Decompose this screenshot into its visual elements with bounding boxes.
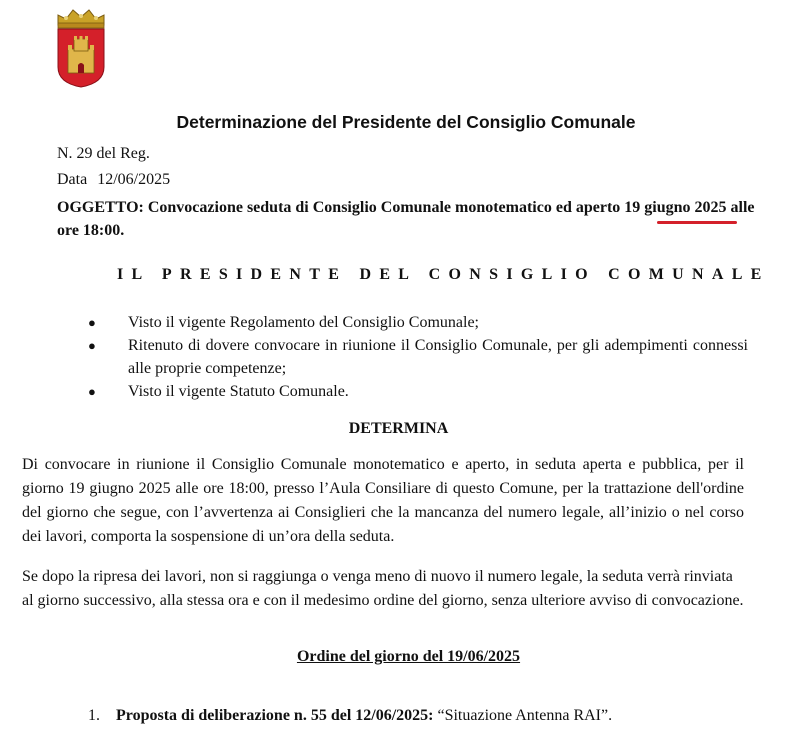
agenda-item-number: 1. — [88, 707, 100, 724]
date-label: Data — [57, 171, 88, 188]
paragraph-convocation: Di convocare in riunione il Consiglio Comunale monotematico e aperto, in seduta aperta e pubblica, per il giorno 19 giugno 2025 alle ore 18:00, presso l’Aula Consiliare di questo Comune, per la trattazione dell'ordine del giorno che segue, con l’avvertenza ai Consiglieri che la mancanza del numero legale, all’inizio o nel corso dei lavori, comporta la sospensione di un’ora della seduta. — [22, 456, 744, 545]
subject-highlight: ed aperto — [555, 199, 621, 216]
subject-label: OGGETTO: — [57, 199, 144, 216]
premises-list — [88, 311, 748, 403]
agenda-item-proposal: Proposta di deliberazione n. 55 del 12/06/2025: — [116, 707, 434, 724]
list-item: ● Visto il vigente Statuto Comunale. — [88, 380, 748, 403]
registry-number: N. 29 del Reg. — [57, 145, 150, 162]
city-coat-of-arms-icon — [52, 5, 110, 89]
determina-title: DETERMINA — [348, 420, 449, 437]
paragraph-postponement: Se dopo la ripresa dei lavori, non si raggiunga o venga meno di nuovo il numero legale, la seduta verrà rinviata al giorno successivo, alla stessa ora e con il medesimo ordine del giorno, senza ulteriore avviso di convocazione. — [22, 568, 744, 609]
document-date — [57, 169, 170, 191]
document-heading: Determinazione del Presidente del Consiglio Comunale — [176, 112, 636, 132]
highlight-underline — [657, 221, 737, 224]
list-item: ● Ritenuto di dovere convocare in riunione il Consiglio Comunale, per gli adempimenti connessi alle proprie competenze; — [88, 334, 748, 380]
president-title: IL PRESIDENTE DEL CONSIGLIO COMUNALE — [117, 266, 770, 283]
subject-text-start: Convocazione seduta di Consiglio Comunale monotematico — [147, 199, 556, 216]
agenda-item — [88, 707, 612, 725]
bullet-icon: ● — [88, 384, 96, 399]
subject-line — [57, 196, 757, 242]
bullet-icon: ● — [88, 338, 96, 353]
date-value: 12/06/2025 — [97, 171, 171, 188]
agenda-title: Ordine del giorno del 19/06/2025 — [296, 648, 521, 665]
agenda-item-title: “Situazione Antenna RAI”. — [433, 707, 613, 724]
list-item: ● Visto il vigente Regolamento del Consiglio Comunale; — [88, 311, 748, 334]
bullet-icon: ● — [88, 315, 96, 330]
subject-text-end: 19 giugno 2025 alle ore 18:00. — [57, 199, 755, 239]
